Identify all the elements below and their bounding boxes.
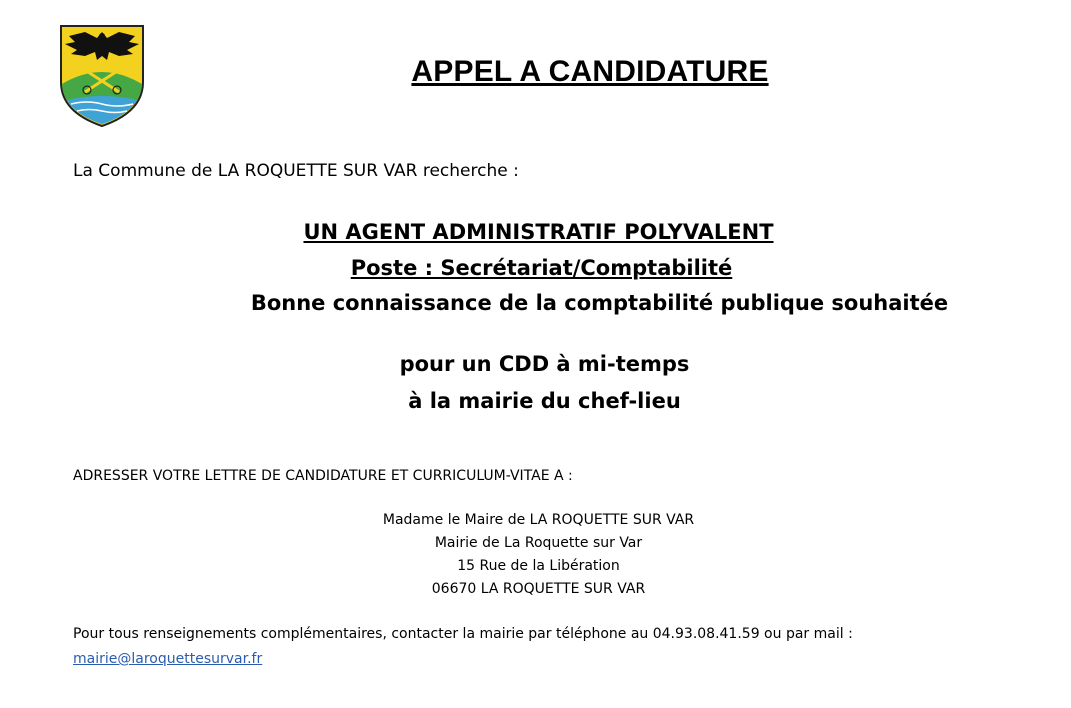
contact-info: Pour tous renseignements complémentaires, contacter la mairie par téléphone au 04.93.08.41.59 ou par mail : (73, 626, 853, 642)
address-line: 06670 LA ROQUETTE SUR VAR (431, 581, 646, 597)
coat-of-arms-icon (57, 22, 147, 128)
work-location: à la mairie du chef-lieu (408, 389, 681, 413)
job-post: Poste : Secrétariat/Comptabilité (350, 256, 733, 280)
application-instruction: ADRESSER VOTRE LETTRE DE CANDIDATURE ET CURRICULUM-VITAE A : (73, 468, 573, 484)
intro-text: La Commune de LA ROQUETTE SUR VAR recherche : (73, 161, 519, 181)
email-link[interactable]: mairie@laroquettesurvar.fr (73, 651, 263, 667)
address-line: Mairie de La Roquette sur Var (434, 535, 643, 551)
address-line: Madame le Maire de LA ROQUETTE SUR VAR (382, 512, 695, 528)
address-line: 15 Rue de la Libération (457, 558, 620, 574)
page-title: APPEL A CANDIDATURE (411, 55, 769, 88)
job-title: UN AGENT ADMINISTRATIF POLYVALENT (303, 220, 774, 244)
contract-type: pour un CDD à mi-temps (399, 352, 690, 376)
job-skill: Bonne connaissance de la comptabilité publique souhaitée (250, 291, 949, 315)
